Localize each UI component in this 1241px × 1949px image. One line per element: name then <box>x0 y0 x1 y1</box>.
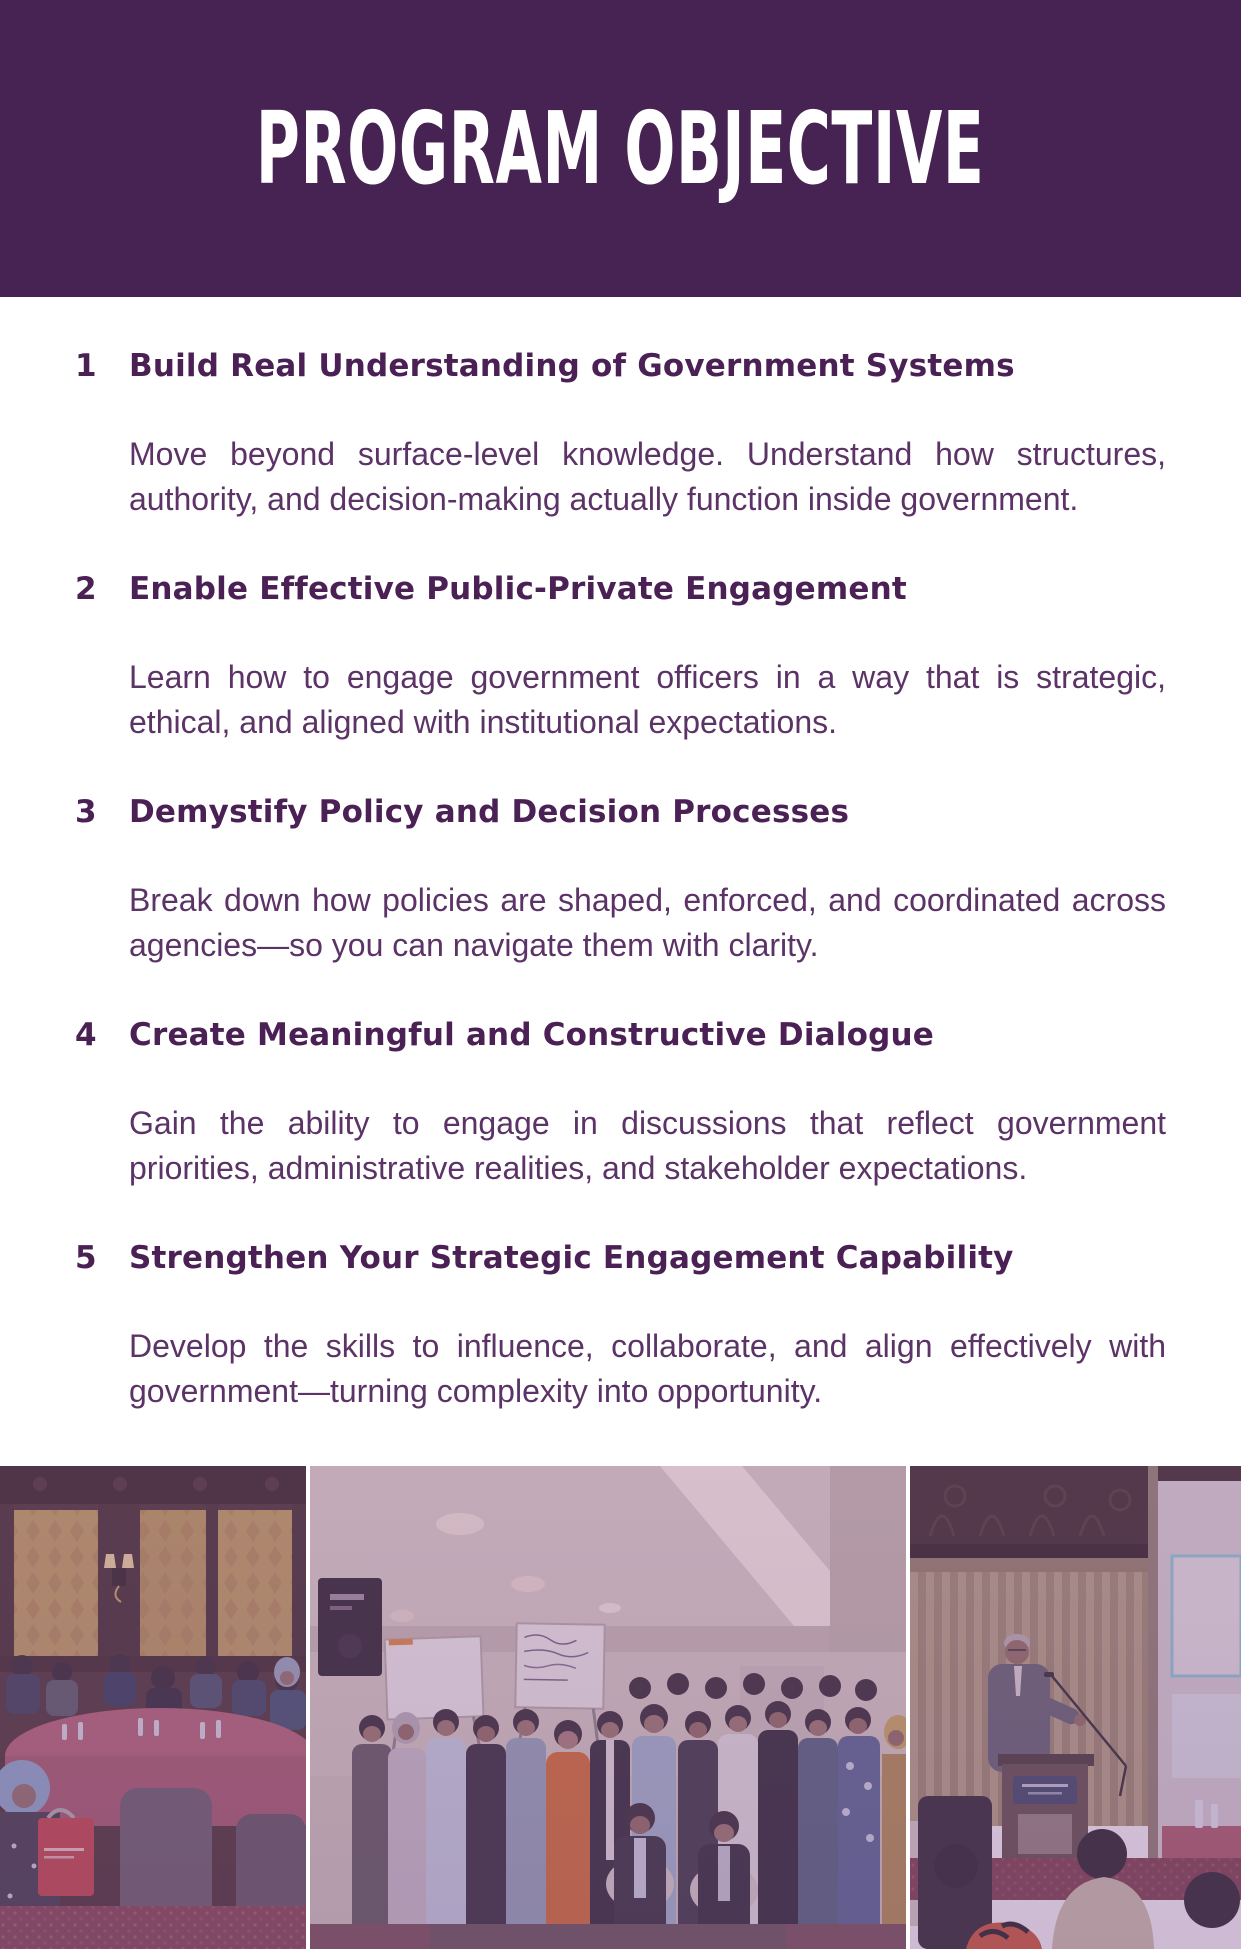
objective-heading: Demystify Policy and Decision Processes <box>129 794 850 830</box>
objective-body: Develop the skills to influence, collaborate, and align effectively with government—turning complexity into opportunity. <box>129 1328 1166 1409</box>
podium <box>998 1754 1094 1858</box>
objective-number: 2 <box>75 571 97 607</box>
objective-heading: Build Real Understanding of Government Systems <box>129 348 1015 384</box>
objective-item-4 <box>75 1013 1166 1191</box>
objective-item-2 <box>75 567 1166 745</box>
objective-item-3 <box>75 790 1166 968</box>
objectives-list <box>0 344 1241 1414</box>
speaker-box <box>318 1578 382 1676</box>
objective-number: 3 <box>75 794 97 830</box>
photo-speaker-at-podium <box>910 1466 1241 1949</box>
photo-collage <box>0 1466 1241 1949</box>
projection-screen <box>1148 1466 1241 1881</box>
objective-heading: Create Meaningful and Constructive Dialogue <box>129 1017 934 1053</box>
page-title: PROGRAM OBJECTIVE <box>256 89 985 207</box>
objective-heading: Strengthen Your Strategic Engagement Capability <box>129 1240 1014 1276</box>
objective-body: Gain the ability to engage in discussions that reflect government priorities, administrative realities, and stakeholder expectations. <box>129 1105 1166 1186</box>
objective-item-5 <box>75 1236 1166 1414</box>
objective-body: Move beyond surface-level knowledge. Understand how structures, authority, and decision-making actually function inside government. <box>129 436 1166 517</box>
objective-body: Learn how to engage government officers in a way that is strategic, ethical, and aligned with institutional expectations. <box>129 659 1166 740</box>
objective-item-1 <box>75 344 1166 522</box>
objective-number: 5 <box>75 1240 97 1276</box>
objective-number: 1 <box>75 348 97 384</box>
objective-number: 4 <box>75 1017 97 1053</box>
objective-body: Break down how policies are shaped, enforced, and coordinated across agencies—so you can navigate them with clarity. <box>129 882 1166 963</box>
photo-group-training-room <box>310 1466 906 1949</box>
header-band <box>0 0 1241 297</box>
objective-heading: Enable Effective Public-Private Engagement <box>129 571 907 607</box>
photo-audience-at-tables <box>0 1466 306 1949</box>
red-carpet <box>0 1906 306 1949</box>
floor <box>310 1924 906 1949</box>
